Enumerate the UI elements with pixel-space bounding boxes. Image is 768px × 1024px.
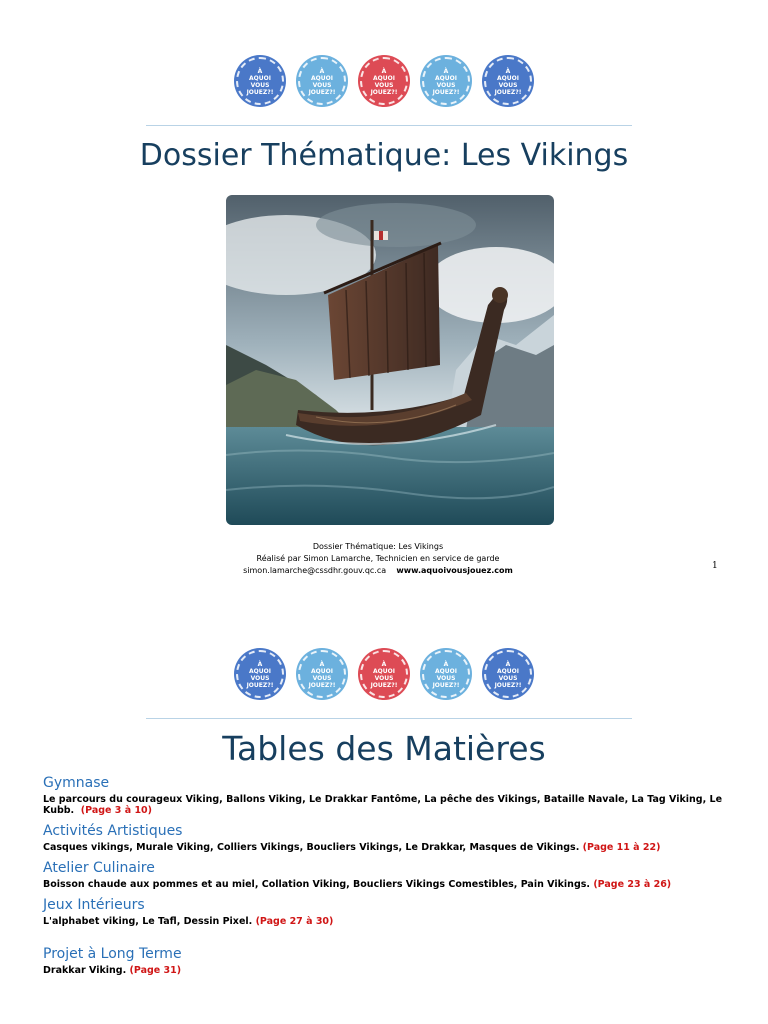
title-divider [146,718,632,719]
caption-author: Réalisé par Simon Lamarche, Technicien en service de garde [256,554,500,563]
aquoivousjouez-logo-badge: À AQUOI VOUS JOUEZ?! [484,650,532,698]
viking-ship-image [226,195,554,525]
aquoivousjouez-logo-badge: À AQUOI VOUS JOUEZ?! [422,650,470,698]
toc-section-text: Le parcours du courageux Viking, Ballons Viking, Le Drakkar Fantôme, La pêche des Vikings, Bataille Navale, La Tag Viking, Le Kubb. (Page 3 à 10) [43,794,723,816]
logo-row-bottom [0,650,768,698]
caption-title: Dossier Thématique: Les Vikings [312,542,444,551]
aquoivousjouez-logo-badge: À AQUOI VOUS JOUEZ?! [236,57,284,105]
toc-section-text: Casques vikings, Murale Viking, Colliers Vikings, Boucliers Vikings, Le Drakkar, Masques de Vikings. (Page 11 à 22) [43,842,661,853]
page-number: 1 [712,561,718,571]
toc-section-text: Boisson chaude aux pommes et au miel, Collation Viking, Boucliers Vikings Comestibles, Pain Vikings. (Page 23 à 26) [43,879,672,890]
toc-title: Tables des Matières [222,729,546,768]
aquoivousjouez-logo-badge: À AQUOI VOUS JOUEZ?! [298,650,346,698]
toc-section [43,859,723,890]
toc-section-heading: Gymnase [43,775,110,791]
aquoivousjouez-logo-badge: À AQUOI VOUS JOUEZ?! [360,57,408,105]
toc-section [43,822,723,853]
aquoivousjouez-logo-badge: À AQUOI VOUS JOUEZ?! [236,650,284,698]
cover-caption [200,541,556,577]
title-divider [146,125,632,126]
toc-page-ref[interactable]: (Page 11 à 22) [582,842,661,853]
toc-section-text: Drakkar Viking. (Page 31) [43,965,182,976]
author-email[interactable]: simon.lamarche@cssdhr.gouv.qc.ca [243,566,387,575]
toc-section-heading: Jeux Intérieurs [43,897,145,913]
logo-row-top [0,57,768,105]
toc-page-ref[interactable]: (Page 27 à 30) [255,916,334,927]
aquoivousjouez-logo-badge: À AQUOI VOUS JOUEZ?! [360,650,408,698]
page-title: Dossier Thématique: Les Vikings [139,138,629,173]
toc-section [43,774,723,816]
toc-page-ref[interactable]: (Page 23 à 26) [593,879,672,890]
aquoivousjouez-logo-badge: À AQUOI VOUS JOUEZ?! [298,57,346,105]
toc-section-heading: Projet à Long Terme [43,946,182,962]
toc-section-heading: Atelier Culinaire [43,860,155,876]
toc-section-text: L'alphabet viking, Le Tafl, Dessin Pixel. (Page 27 à 30) [43,916,334,927]
aquoivousjouez-logo-badge: À AQUOI VOUS JOUEZ?! [484,57,532,105]
toc-section [43,945,723,976]
toc-section-heading: Activités Artistiques [43,823,183,839]
aquoivousjouez-logo-badge: À AQUOI VOUS JOUEZ?! [422,57,470,105]
table-of-contents [43,774,723,976]
toc-page-ref[interactable]: (Page 3 à 10) [80,805,153,816]
toc-section [43,896,723,927]
toc-page-ref[interactable]: (Page 31) [129,965,182,976]
website-link[interactable]: www.aquoivousjouez.com [396,566,513,575]
